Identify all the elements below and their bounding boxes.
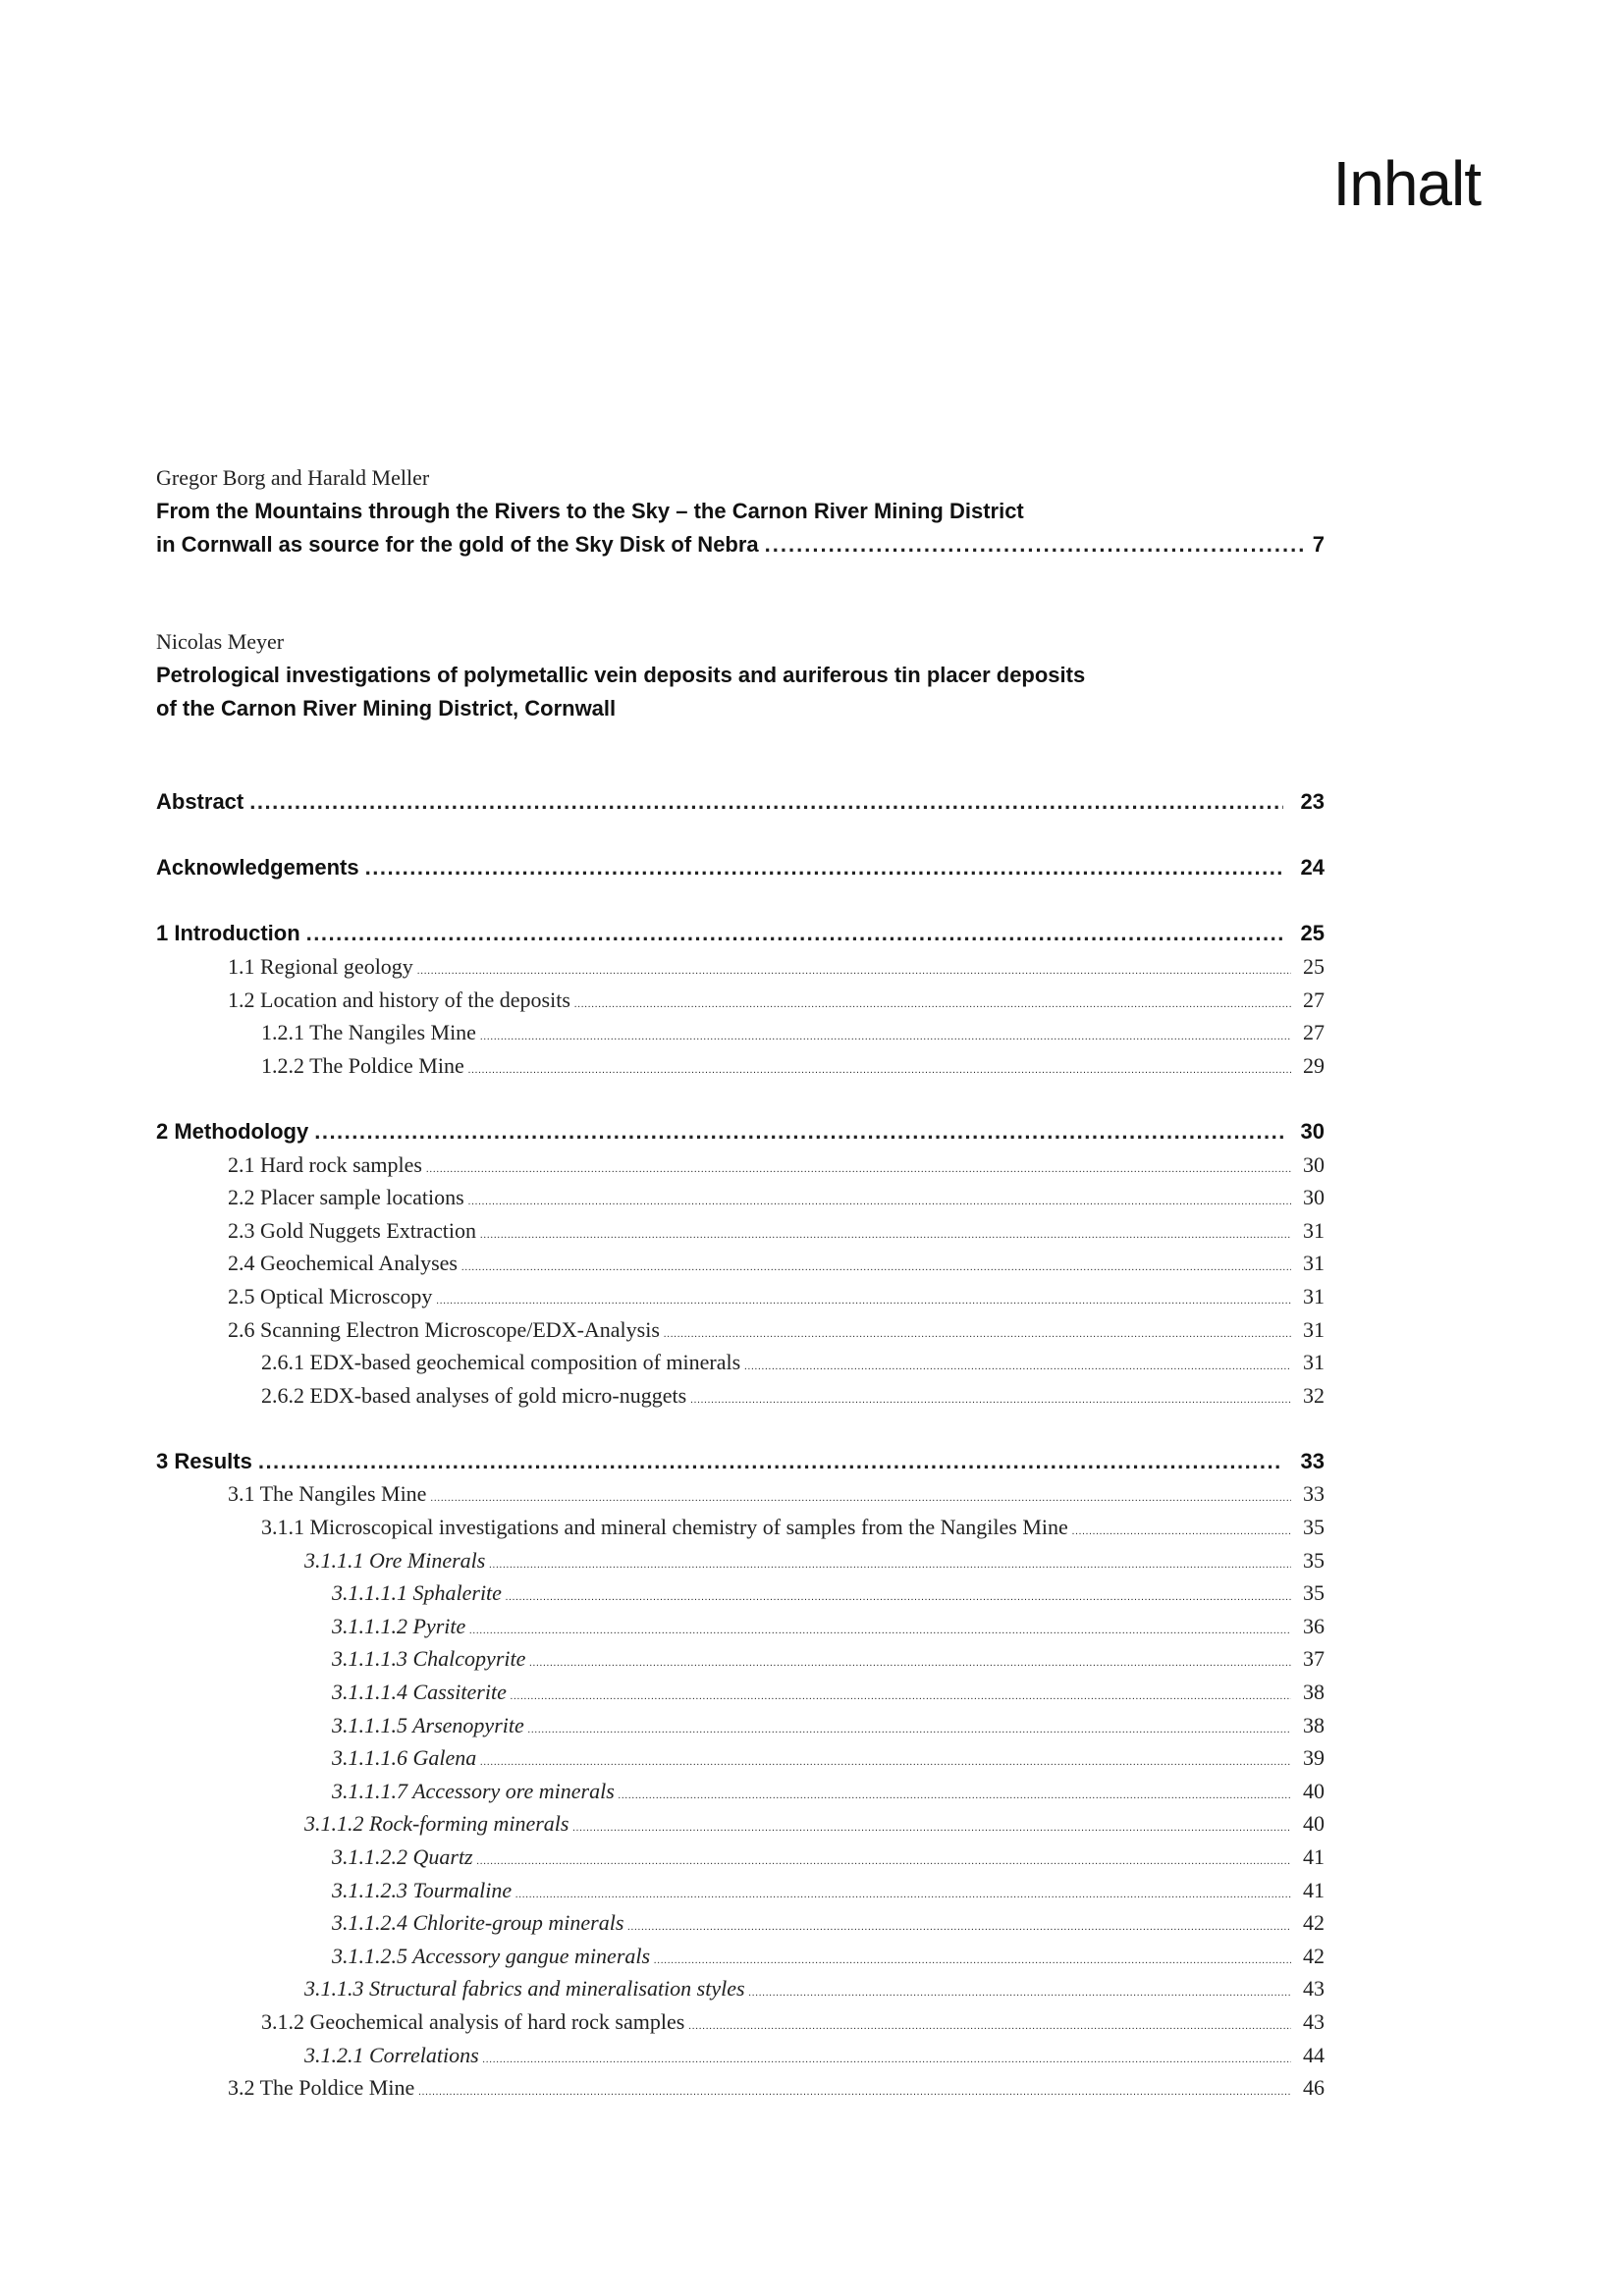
toc-page-number: 30 bbox=[1303, 1185, 1325, 1210]
toc-entry[interactable] bbox=[156, 1642, 1325, 1676]
dot-leader bbox=[744, 1351, 1291, 1384]
article-title-line: From the Mountains through the Rivers to the Sky – the Carnon River Mining District bbox=[156, 499, 1024, 523]
toc-entry-label: 1.2.2 The Poldice Mine bbox=[261, 1052, 464, 1078]
toc-entry-label: 2.4 Geochemical Analyses bbox=[228, 1251, 458, 1276]
toc-entry-results[interactable] bbox=[156, 1445, 1325, 1478]
toc-entry-label: 2.6 Scanning Electron Microscope/EDX-Analysis bbox=[228, 1316, 660, 1342]
dot-leader bbox=[1072, 1516, 1291, 1549]
dot-leader bbox=[461, 1252, 1291, 1285]
toc-entry-label: 2.3 Gold Nuggets Extraction bbox=[228, 1217, 476, 1243]
toc-page-number: 43 bbox=[1303, 1976, 1325, 2002]
toc-entry[interactable] bbox=[156, 1807, 1325, 1841]
toc-entry[interactable] bbox=[156, 1313, 1325, 1347]
dot-leader bbox=[690, 1384, 1291, 1417]
toc-page-number: 35 bbox=[1303, 1515, 1325, 1540]
toc-entry[interactable] bbox=[156, 2005, 1325, 2039]
toc-entry[interactable] bbox=[156, 984, 1325, 1017]
toc-page-number: 42 bbox=[1303, 1910, 1325, 1936]
toc-page-number: 35 bbox=[1303, 1580, 1325, 1606]
dot-leader bbox=[619, 1780, 1291, 1813]
toc-entry[interactable] bbox=[156, 1775, 1325, 1808]
toc-entry[interactable] bbox=[156, 1940, 1325, 1973]
dot-leader bbox=[506, 1581, 1291, 1615]
toc-entry[interactable] bbox=[156, 1049, 1325, 1083]
toc-entry-label: 3.1.1 Microscopical investigations and mineral chemistry of samples from the Nangiles Mine bbox=[261, 1515, 1068, 1540]
toc-entry-label: 3.1.1.2.2 Quartz bbox=[332, 1844, 473, 1869]
toc-entry-introduction[interactable] bbox=[156, 917, 1325, 950]
toc-entry-label: 3.1.1.1.2 Pyrite bbox=[332, 1613, 466, 1638]
article-title-line: of the Carnon River Mining District, Cornwall bbox=[156, 696, 617, 721]
toc-page-number: 41 bbox=[1303, 1877, 1325, 1902]
toc-entry[interactable] bbox=[156, 1741, 1325, 1775]
toc-page-number: 23 bbox=[1300, 789, 1325, 814]
toc-entry-label: 3.1.1.1.3 Chalcopyrite bbox=[332, 1646, 526, 1672]
article-title-text: in Cornwall as source for the gold of the Sky Disk of Nebra bbox=[156, 532, 759, 557]
toc-entry[interactable] bbox=[156, 1906, 1325, 1940]
dot-leader bbox=[528, 1714, 1291, 1747]
toc-entry[interactable] bbox=[156, 1511, 1325, 1544]
toc-entry-label: 1.2.1 The Nangiles Mine bbox=[261, 1020, 476, 1045]
toc-entry-methodology[interactable] bbox=[156, 1115, 1325, 1148]
toc-page-number: 25 bbox=[1303, 953, 1325, 979]
toc-entry-acknowledgements[interactable] bbox=[156, 851, 1325, 884]
toc-entry[interactable] bbox=[156, 2071, 1325, 2105]
toc-entry[interactable] bbox=[156, 1214, 1325, 1248]
dot-leader bbox=[529, 1647, 1291, 1681]
article-entry bbox=[156, 625, 1325, 725]
article-title-line: Petrological investigations of polymetallic vein deposits and auriferous tin placer deposits bbox=[156, 663, 1086, 687]
dot-leader bbox=[627, 1911, 1291, 1945]
toc-entry-label: 3.1.1.2.5 Accessory gangue minerals bbox=[332, 1943, 651, 1968]
dot-leader bbox=[365, 851, 1283, 884]
toc-entry-label: 3.1.2 Geochemical analysis of hard rock samples bbox=[261, 2008, 685, 2034]
toc-page-number: 43 bbox=[1303, 2008, 1325, 2034]
dot-leader bbox=[426, 1153, 1291, 1187]
toc-entry[interactable] bbox=[156, 1544, 1325, 1577]
toc-entry-label: 2.5 Optical Microscopy bbox=[228, 1283, 433, 1308]
toc-page-number: 31 bbox=[1303, 1350, 1325, 1375]
page-title: Inhalt bbox=[1332, 148, 1481, 219]
toc-entry-label: 2.6.2 EDX-based analyses of gold micro-nuggets bbox=[261, 1382, 687, 1408]
toc-entry-label: 1.2 Location and history of the deposits bbox=[228, 987, 570, 1012]
article-title-line bbox=[156, 528, 1325, 561]
toc-entry[interactable] bbox=[156, 1576, 1325, 1610]
toc-entry[interactable] bbox=[156, 1972, 1325, 2005]
dot-leader bbox=[572, 1812, 1291, 1845]
toc-page-number: 38 bbox=[1303, 1712, 1325, 1737]
dot-leader bbox=[489, 1549, 1291, 1582]
toc-page-number: 33 bbox=[1300, 1448, 1325, 1473]
toc-entry-label: 2 Methodology bbox=[156, 1118, 309, 1144]
toc-entry[interactable] bbox=[156, 1016, 1325, 1049]
toc-entry-label: 3.1.1.3 Structural fabrics and mineralisation styles bbox=[304, 1976, 745, 2002]
toc-page-number: 31 bbox=[1303, 1283, 1325, 1308]
dot-leader bbox=[314, 1115, 1283, 1148]
toc-page-number: 31 bbox=[1303, 1316, 1325, 1342]
toc-page-number: 27 bbox=[1303, 1020, 1325, 1045]
toc-entry[interactable] bbox=[156, 1247, 1325, 1280]
toc-entry[interactable] bbox=[156, 1709, 1325, 1742]
article-author: Gregor Borg and Harald Meller bbox=[156, 465, 430, 490]
toc-page-number: 27 bbox=[1303, 987, 1325, 1012]
toc-page-number: 33 bbox=[1303, 1481, 1325, 1507]
toc-entry-label: 3.1.1.1.6 Galena bbox=[332, 1745, 477, 1771]
toc-entry-label: 3.1.1.2.4 Chlorite-group minerals bbox=[332, 1910, 624, 1936]
toc-page-number: 42 bbox=[1303, 1943, 1325, 1968]
toc-page-number: 36 bbox=[1303, 1613, 1325, 1638]
toc-entry-label: 3.1.1.1.1 Sphalerite bbox=[332, 1580, 502, 1606]
dot-leader bbox=[258, 1445, 1283, 1478]
toc-entry-label: Abstract bbox=[156, 789, 244, 814]
dot-leader bbox=[468, 1186, 1291, 1219]
toc-entry[interactable] bbox=[156, 1874, 1325, 1907]
toc-page-number: 31 bbox=[1303, 1251, 1325, 1276]
dot-leader bbox=[477, 1845, 1291, 1879]
dot-leader bbox=[306, 917, 1283, 950]
dot-leader bbox=[480, 1219, 1291, 1253]
toc-entry-label: 3.1.2.1 Correlations bbox=[304, 2042, 479, 2067]
toc-entry-label: 3.1.1.1.7 Accessory ore minerals bbox=[332, 1778, 615, 1803]
dot-leader bbox=[654, 1945, 1291, 1978]
dot-leader bbox=[574, 988, 1291, 1022]
toc-entry[interactable] bbox=[156, 1181, 1325, 1214]
toc-page-number: 25 bbox=[1300, 921, 1325, 946]
toc-page-number: 37 bbox=[1303, 1646, 1325, 1672]
dot-leader bbox=[765, 528, 1307, 561]
toc-page-number: 29 bbox=[1303, 1052, 1325, 1078]
toc-entry-label: 3.1.1.2.3 Tourmaline bbox=[332, 1877, 513, 1902]
dot-leader bbox=[480, 1021, 1291, 1054]
toc-entry-label: 2.1 Hard rock samples bbox=[228, 1151, 422, 1177]
toc-entry-label: 1.1 Regional geology bbox=[228, 953, 413, 979]
dot-leader bbox=[749, 1977, 1291, 2010]
toc-entry-abstract[interactable] bbox=[156, 785, 1325, 819]
article-entry bbox=[156, 461, 1325, 561]
toc-entry[interactable] bbox=[156, 1676, 1325, 1709]
toc-entry[interactable] bbox=[156, 1477, 1325, 1511]
toc-entry[interactable] bbox=[156, 950, 1325, 984]
dot-leader bbox=[468, 1054, 1291, 1088]
dot-leader bbox=[483, 2044, 1291, 2077]
toc-entry-label: 3.1.1.2 Rock-forming minerals bbox=[304, 1811, 569, 1837]
toc-page-number: 44 bbox=[1303, 2042, 1325, 2067]
toc-entry-label: 3.2 The Poldice Mine bbox=[228, 2075, 415, 2101]
dot-leader bbox=[418, 2076, 1291, 2109]
toc-page-number: 30 bbox=[1300, 1118, 1325, 1144]
toc-entry-label: 2.2 Placer sample locations bbox=[228, 1185, 464, 1210]
toc-entry-label: 3.1.1.1 Ore Minerals bbox=[304, 1547, 486, 1573]
toc-page-number: 46 bbox=[1303, 2075, 1325, 2101]
toc-entry-label: Acknowledgements bbox=[156, 855, 359, 881]
dot-leader bbox=[511, 1681, 1291, 1714]
dot-leader bbox=[688, 2010, 1291, 2044]
toc-entry[interactable] bbox=[156, 1610, 1325, 1643]
dot-leader bbox=[249, 785, 1283, 819]
dot-leader bbox=[664, 1318, 1291, 1352]
article-author: Nicolas Meyer bbox=[156, 629, 285, 654]
toc-entry-label: 2.6.1 EDX-based geochemical composition of minerals bbox=[261, 1350, 741, 1375]
toc-page-number: 40 bbox=[1303, 1811, 1325, 1837]
toc-entry[interactable] bbox=[156, 1346, 1325, 1379]
toc-page-number: 41 bbox=[1303, 1844, 1325, 1869]
toc-entry[interactable] bbox=[156, 1280, 1325, 1313]
toc-entry[interactable] bbox=[156, 1841, 1325, 1874]
toc-entry[interactable] bbox=[156, 1379, 1325, 1413]
toc-page-number: 31 bbox=[1303, 1217, 1325, 1243]
toc-page-number: 30 bbox=[1303, 1151, 1325, 1177]
dot-leader bbox=[469, 1615, 1291, 1648]
toc-page-number: 39 bbox=[1303, 1745, 1325, 1771]
toc-entry-label: 3 Results bbox=[156, 1448, 252, 1473]
toc-entry[interactable] bbox=[156, 2039, 1325, 2072]
toc-page-number: 32 bbox=[1303, 1382, 1325, 1408]
toc-page-number: 40 bbox=[1303, 1778, 1325, 1803]
table-of-contents bbox=[156, 785, 1325, 2105]
toc-entry-label: 1 Introduction bbox=[156, 921, 300, 946]
toc-entry-label: 3.1.1.1.5 Arsenopyrite bbox=[332, 1712, 524, 1737]
toc-page-number: 24 bbox=[1300, 855, 1325, 881]
toc-entry-label: 3.1 The Nangiles Mine bbox=[228, 1481, 427, 1507]
toc-page-number: 38 bbox=[1303, 1680, 1325, 1705]
dot-leader bbox=[515, 1879, 1291, 1912]
toc-entry[interactable] bbox=[156, 1148, 1325, 1182]
toc-page-number: 35 bbox=[1303, 1547, 1325, 1573]
article-page-number: 7 bbox=[1312, 532, 1325, 557]
toc-entry-label: 3.1.1.1.4 Cassiterite bbox=[332, 1680, 507, 1705]
